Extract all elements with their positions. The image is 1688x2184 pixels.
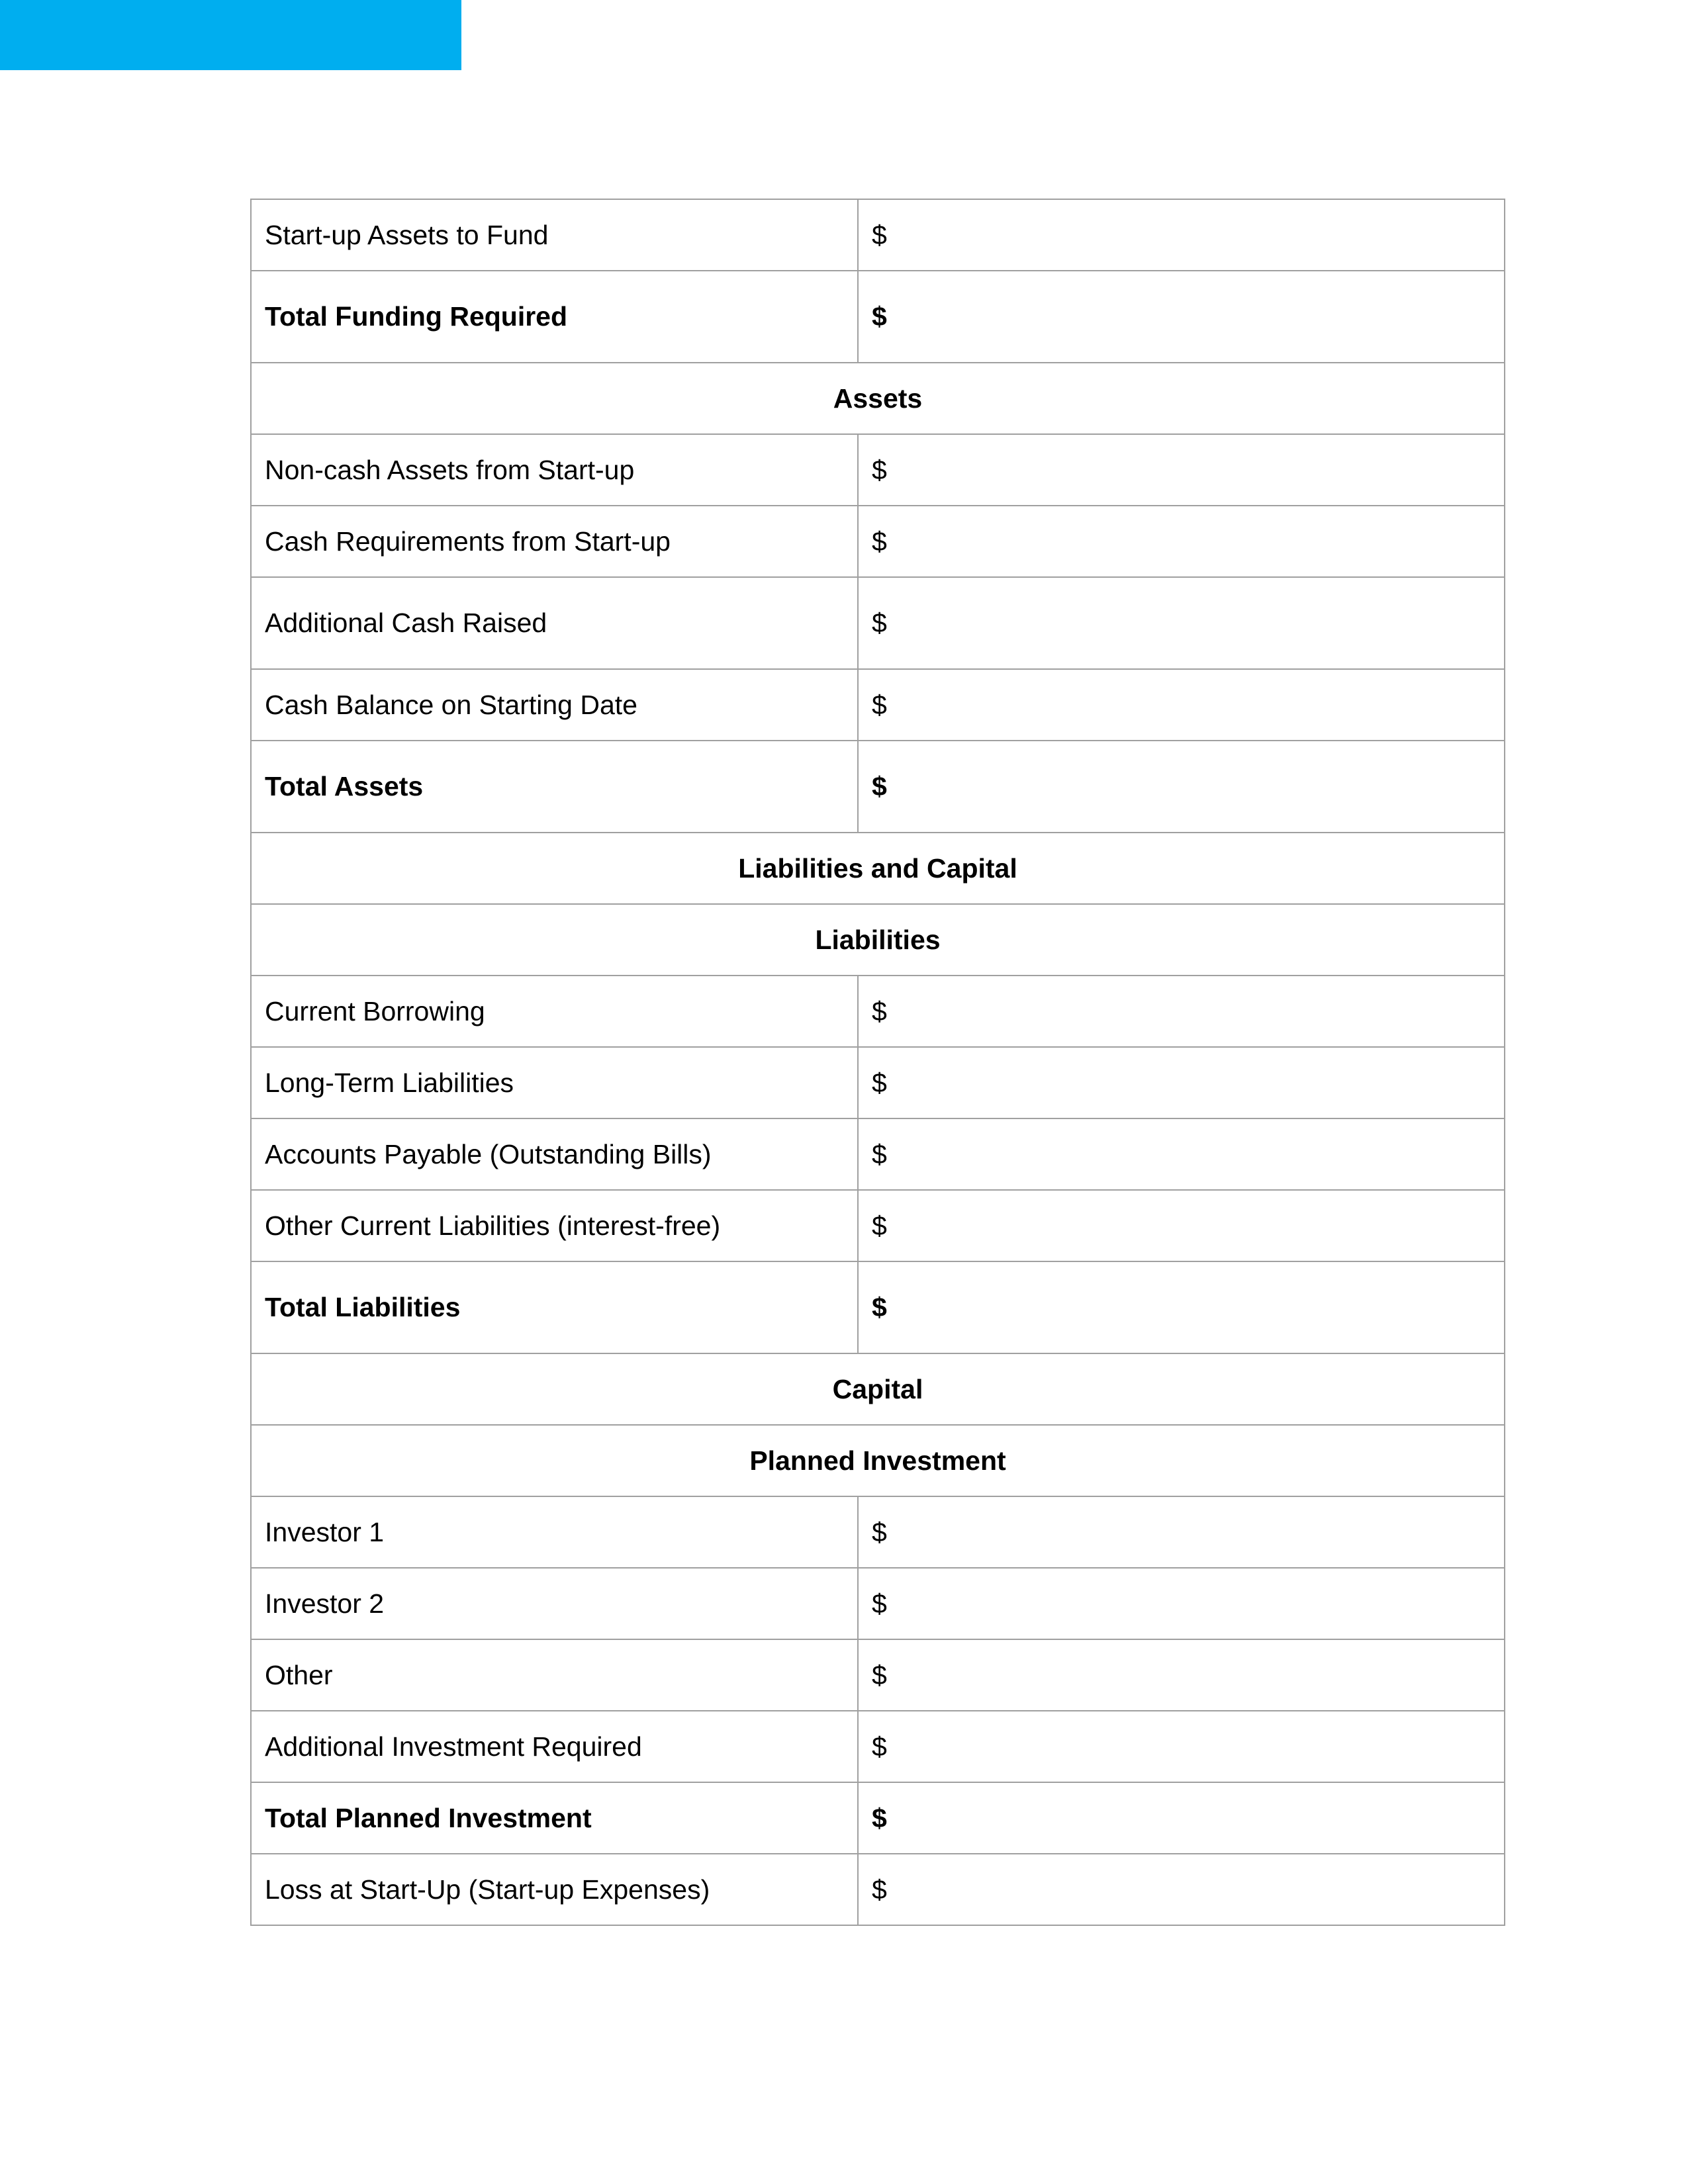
row-label: Investor 2 (251, 1568, 858, 1639)
row-label: Additional Cash Raised (251, 577, 858, 669)
row-value[interactable]: $ (858, 1854, 1505, 1925)
row-value[interactable]: $ (858, 669, 1505, 741)
row-value[interactable]: $ (858, 1711, 1505, 1782)
row-label: Total Liabilities (251, 1261, 858, 1353)
table-row (251, 1047, 1505, 1118)
row-value[interactable]: $ (858, 741, 1505, 833)
row-value[interactable]: $ (858, 577, 1505, 669)
row-label: Loss at Start-Up (Start-up Expenses) (251, 1854, 858, 1925)
table-body (251, 199, 1505, 1925)
row-value[interactable]: $ (858, 1190, 1505, 1261)
table-row (251, 1639, 1505, 1711)
row-value[interactable]: $ (858, 1118, 1505, 1190)
section-header: Liabilities (251, 904, 1505, 976)
section-header: Planned Investment (251, 1425, 1505, 1496)
section-header: Capital (251, 1353, 1505, 1425)
row-label: Total Planned Investment (251, 1782, 858, 1854)
table-row (251, 669, 1505, 741)
table-row (251, 1118, 1505, 1190)
table-row (251, 976, 1505, 1047)
row-value[interactable]: $ (858, 1496, 1505, 1568)
section-header-row (251, 1353, 1505, 1425)
row-label: Accounts Payable (Outstanding Bills) (251, 1118, 858, 1190)
row-label: Other (251, 1639, 858, 1711)
section-header-row (251, 833, 1505, 904)
row-value[interactable]: $ (858, 1639, 1505, 1711)
section-header: Liabilities and Capital (251, 833, 1505, 904)
table-row (251, 199, 1505, 271)
section-header: Assets (251, 363, 1505, 434)
row-value[interactable]: $ (858, 976, 1505, 1047)
table-row (251, 506, 1505, 577)
row-label: Current Borrowing (251, 976, 858, 1047)
accent-bar (0, 0, 461, 70)
row-label: Other Current Liabilities (interest-free) (251, 1190, 858, 1261)
row-label: Total Funding Required (251, 271, 858, 363)
table-row (251, 1568, 1505, 1639)
table-row (251, 1711, 1505, 1782)
row-label: Non-cash Assets from Start-up (251, 434, 858, 506)
section-header-row (251, 904, 1505, 976)
row-value[interactable]: $ (858, 1568, 1505, 1639)
table-row (251, 577, 1505, 669)
row-label: Additional Investment Required (251, 1711, 858, 1782)
row-label: Investor 1 (251, 1496, 858, 1568)
row-label: Start-up Assets to Fund (251, 199, 858, 271)
section-header-row (251, 363, 1505, 434)
row-label: Cash Requirements from Start-up (251, 506, 858, 577)
row-value[interactable]: $ (858, 434, 1505, 506)
section-header-row (251, 1425, 1505, 1496)
startup-funding-table (250, 199, 1505, 1926)
table-row (251, 1190, 1505, 1261)
row-value[interactable]: $ (858, 1782, 1505, 1854)
row-value[interactable]: $ (858, 506, 1505, 577)
total-row (251, 741, 1505, 833)
row-label: Long-Term Liabilities (251, 1047, 858, 1118)
row-value[interactable]: $ (858, 271, 1505, 363)
total-row (251, 1261, 1505, 1353)
row-value[interactable]: $ (858, 199, 1505, 271)
table-row (251, 434, 1505, 506)
row-label: Cash Balance on Starting Date (251, 669, 858, 741)
table-row (251, 1854, 1505, 1925)
total-row (251, 1782, 1505, 1854)
row-value[interactable]: $ (858, 1047, 1505, 1118)
row-value[interactable]: $ (858, 1261, 1505, 1353)
table-row (251, 1496, 1505, 1568)
total-row (251, 271, 1505, 363)
row-label: Total Assets (251, 741, 858, 833)
